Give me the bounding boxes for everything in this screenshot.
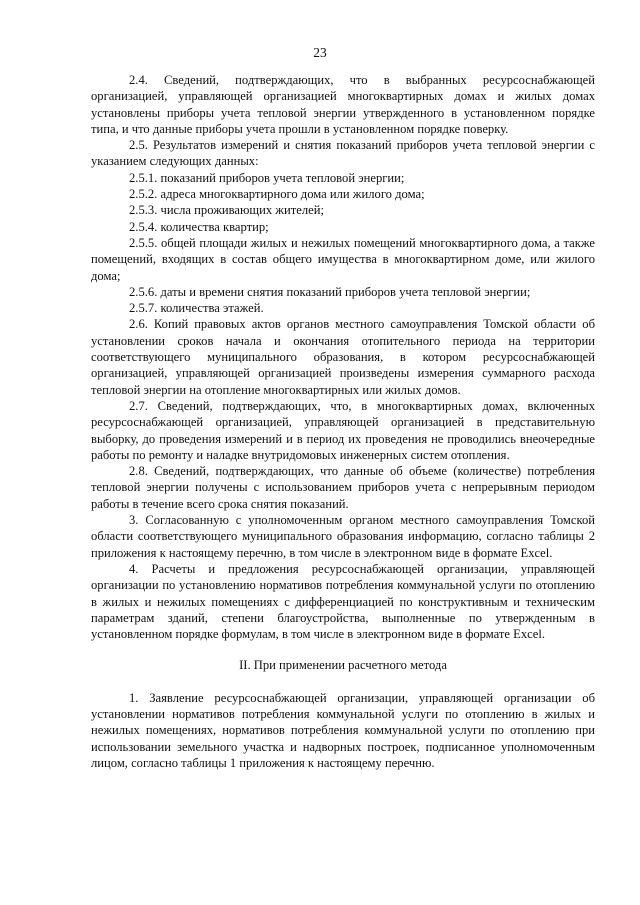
paragraph-2-8: 2.8. Сведений, подтверждающих, что данные об объеме (количестве) потребления тепловой энергии получены с использованием приборов учета с непрерывным периодом работы в течение всего срока снятия показаний. [91,464,595,511]
paragraph-4: 4. Расчеты и предложения ресурсоснабжающей организации, управляющей организации по установлению нормативов потребления коммунальной услуги по отоплению в жилых и нежилых помещениях с дифференциацией по конструктивным и техническим параметрам зданий, степени благоустройства, выполненные по утвержденным в установленном порядке формулам, в том числе в электронном виде в формате Excel. [91,561,595,642]
paragraph-3: 3. Согласованную с уполномоченным органом местного самоуправления Томской области соответствующего муниципального образования информацию, согласно таблицы 2 приложения к настоящему перечню, в том числе в электронном виде в формате Excel. [91,513,595,560]
section-heading: II. При применении расчетного метода [239,658,447,673]
paragraph-II-1: 1. Заявление ресурсоснабжающей организации, управляющей организации об установлении нормативов потребления коммунальной услуги по отоплению в жилых и нежилых помещениях, нормативов потребления коммунальной услуги по отоплению при использовании земельного участка и надворных построек, подписанное уполномоченным лицом, согласно таблицы 1 приложения к настоящему перечню. [91,690,595,770]
paragraph-2-5-6: 2.5.6. даты и времени снятия показаний приборов учета тепловой энергии; [129,284,531,299]
document-body [91,72,595,771]
paragraph-2-6: 2.6. Копий правовых актов органов местного самоуправления Томской области об установлении сроков начала и окончания отопительного периода на территории соответствующего муниципального образования, в котором ресурсоснабжающей организацией, управляющей организацией произведены измерения суммарного расхода тепловой энергии на отопление многоквартирных или жилых домов. [91,317,595,397]
paragraph-2-5-1: 2.5.1. показаний приборов учета тепловой энергии; [129,170,405,185]
paragraph-2-4: 2.4. Сведений, подтверждающих, что в выбранных ресурсоснабжающей организацией, управляющей организацией многоквартирных домах и жилых домах установлены приборы учета тепловой энергии утвержденного в установленном порядке типа, и что данные приборы учета прошли в установленном порядке поверку. [91,73,595,136]
paragraph-2-5-4: 2.5.4. количества квартир; [129,219,269,234]
page-number: 23 [313,45,327,60]
paragraph-2-5-2: 2.5.2. адреса многоквартирного дома или жилого дома; [129,187,425,202]
paragraph-2-5-3: 2.5.3. числа проживающих жителей; [129,203,324,218]
paragraph-2-5-5: 2.5.5. общей площади жилых и нежилых помещений многоквартирного дома, а также помещений, входящих в состав общего имущества в многоквартирном доме, или жилого дома; [91,235,595,283]
paragraph-2-7: 2.7. Сведений, подтверждающих, что, в многоквартирных домах, включенных ресурсоснабжающей организацией, управляющей организацией в представительную выборку, до проведения измерений и в период их проведения не проводились внеочередные работы по ремонту и наладке внутридомовых инженерных систем отопления. [91,398,595,462]
paragraph-2-5: 2.5. Результатов измерений и снятия показаний приборов учета тепловой энергии с указанием следующих данных: [91,138,595,169]
paragraph-2-5-7: 2.5.7. количества этажей. [129,301,264,316]
